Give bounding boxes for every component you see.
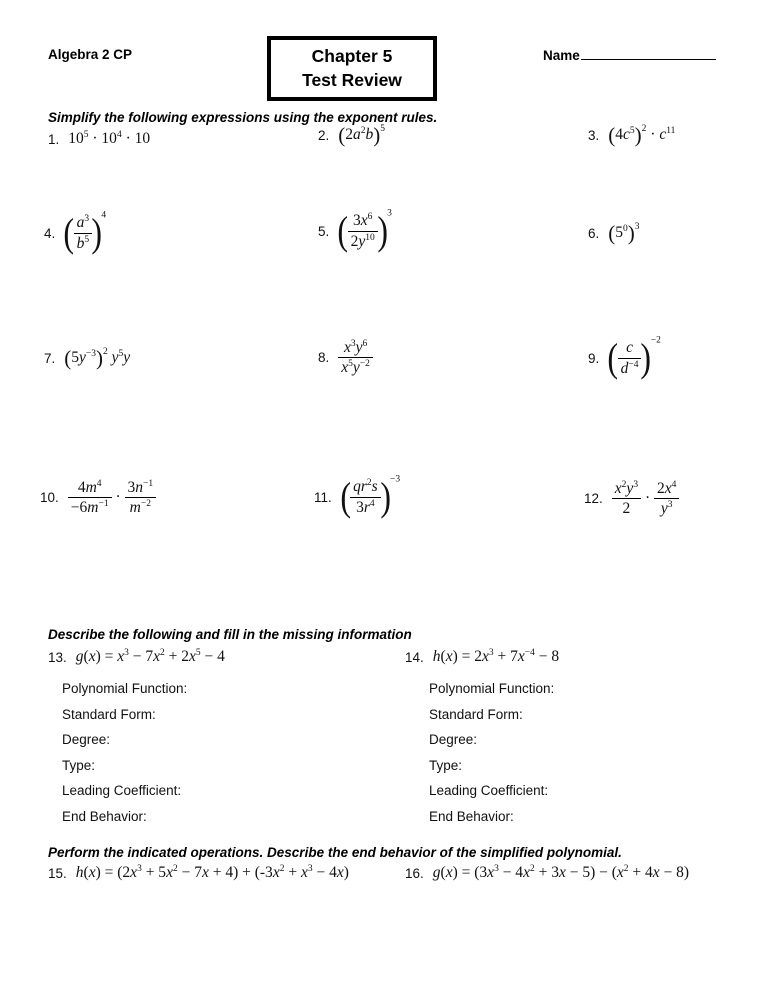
problem-expression: $\frac{x^2y^3}{2}$ · $\frac{2x^4}{y^3}$ [612, 480, 680, 518]
problem-expression: $h(x) = 2x^3 + 7x^{-4} - 8$ [432, 647, 560, 665]
problem-number: 4. [44, 225, 56, 241]
problem-number: 5. [318, 223, 330, 239]
problem-expression: $(4c^5)^2 \cdot c^{11}$ [608, 123, 676, 147]
name-label: Name [543, 48, 580, 63]
problem-number: 12. [584, 491, 603, 507]
problem-4 [44, 210, 107, 255]
problem-12 [584, 480, 679, 518]
problem-9 [588, 335, 661, 380]
field-type: Type: [429, 758, 463, 773]
title-line1: Chapter 5 [311, 46, 393, 66]
problem-number: 8. [318, 350, 330, 366]
problem-number: 14. [405, 649, 424, 665]
problem-1 [48, 130, 150, 148]
field-degree: Degree: [429, 732, 478, 747]
problem-number: 7. [44, 350, 56, 366]
field-polynomial-function: Polynomial Function: [429, 681, 555, 696]
problem-8 [318, 339, 373, 377]
field-standard-form: Standard Form: [429, 707, 523, 722]
field-end-behavior: End Behavior: [62, 809, 147, 824]
problem-expression: $g(x) = x^3 - 7x^2 + 2x^5 - 4$ [75, 647, 225, 665]
problem-number: 1. [48, 131, 60, 147]
problem-expression: $(5^0)^3$ [608, 221, 640, 245]
problem-number: 3. [588, 127, 600, 143]
problem-number: 15. [48, 865, 67, 881]
problem-14 [405, 648, 559, 666]
section3-instruction: Perform the indicated operations. Describe the end behavior of the simplified polynomial. [48, 845, 622, 860]
name-blank-line [581, 47, 716, 60]
problem-expression: ( $\frac{a^3}{b^5}$ )$^4$ [63, 210, 107, 255]
problem-2 [318, 123, 386, 147]
problem-10 [40, 479, 156, 517]
section2-instruction: Describe the following and fill in the missing information [48, 627, 412, 642]
title-box [267, 36, 437, 101]
problem-expression: $(5y^{-3})^2$ $y^5y$ [64, 346, 131, 370]
problem-16 [405, 864, 689, 882]
field-polynomial-function: Polynomial Function: [62, 681, 188, 696]
field-end-behavior: End Behavior: [429, 809, 514, 824]
problem-number: 9. [588, 350, 600, 366]
problem-expression: $\frac{4m^4}{-6m^{-1}}$ · $\frac{3n^{-1}}{m^{-2}}$ [68, 479, 156, 517]
problem-number: 6. [588, 225, 600, 241]
problem-3 [588, 123, 676, 147]
field-leading-coefficient: Leading Coefficient: [62, 783, 182, 798]
problem-expression: $10^5 \cdot 10^4 \cdot 10$ [68, 129, 151, 147]
problem-expression: $g(x) = (3x^3 - 4x^2 + 3x - 5) - (x^2 + 4x - 8)$ [432, 863, 690, 881]
field-degree: Degree: [62, 732, 111, 747]
problem-expression: ( $\frac{c}{d^{-4}}$ )$^{-2}$ [607, 335, 661, 380]
problem-5 [318, 208, 392, 253]
problem-expression: $(2a^2b)^5$ [338, 123, 386, 147]
problem-number: 16. [405, 865, 424, 881]
problem-15 [48, 864, 349, 882]
field-type: Type: [62, 758, 96, 773]
problem-13 [48, 648, 225, 666]
problem-expression: $h(x) = (2x^3 + 5x^2 - 7x + 4) + (-3x^2 + x^3 - 4x)$ [75, 863, 349, 881]
field-leading-coefficient: Leading Coefficient: [429, 783, 549, 798]
problem-number: 11. [314, 489, 332, 505]
problem-11 [314, 474, 401, 519]
name-field [543, 47, 716, 63]
problem-expression: $\frac{x^3y^6}{x^5y^{-2}}$ [338, 339, 373, 377]
problem-expression: ( $\frac{qr^2s}{3r^4}$ )$^{-3}$ [340, 474, 401, 519]
field-standard-form: Standard Form: [62, 707, 156, 722]
problem-6 [588, 221, 640, 245]
course-label: Algebra 2 CP [48, 47, 133, 62]
problem-number: 13. [48, 649, 67, 665]
problem-number: 2. [318, 127, 330, 143]
problem-number: 10. [40, 490, 59, 506]
section1-instruction: Simplify the following expressions using the exponent rules. [48, 110, 438, 125]
problem-7 [44, 346, 131, 370]
title-line2: Test Review [302, 69, 402, 90]
problem-expression: ( $\frac{3x^6}{2y^{10}}$ )$^3$ [337, 208, 392, 253]
